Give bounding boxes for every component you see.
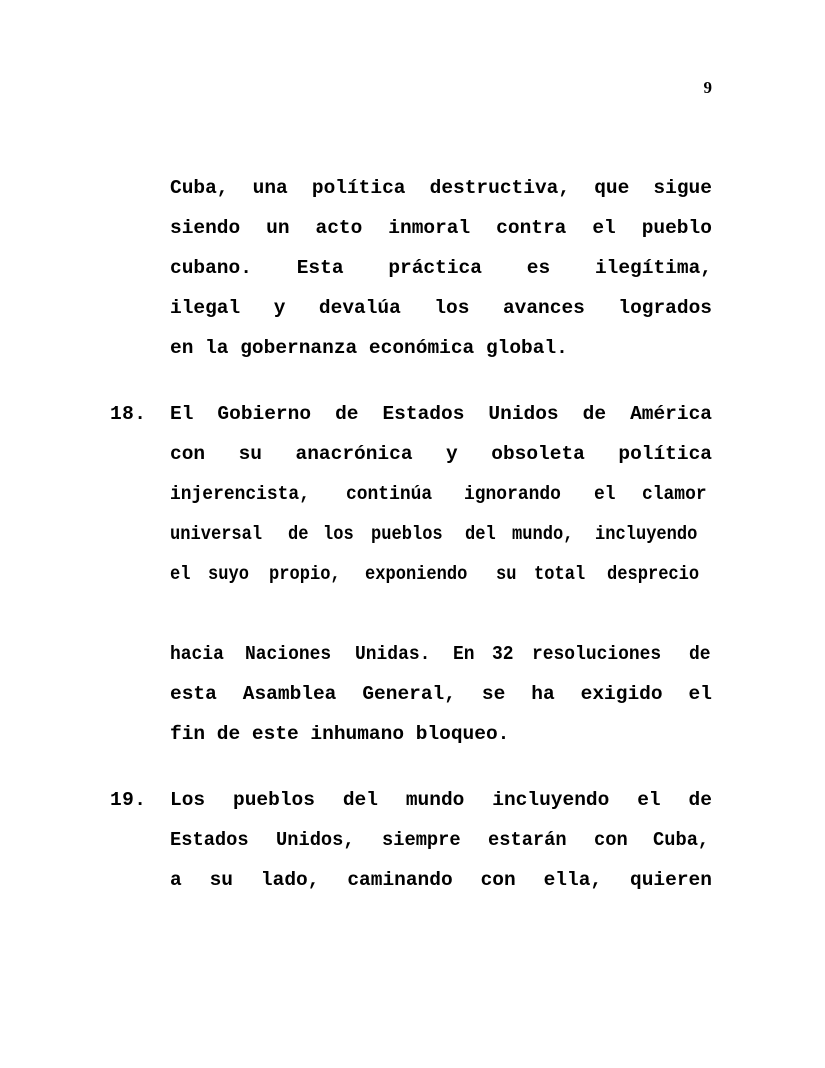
line-word: y	[273, 297, 286, 319]
line-word: América	[630, 403, 712, 425]
line-word: una	[252, 177, 288, 199]
text-line	[170, 168, 712, 208]
line-word: universal	[170, 523, 263, 545]
line-word: Unidos	[488, 403, 559, 425]
line-word: de	[335, 403, 359, 425]
text-line	[170, 780, 712, 820]
document-body	[110, 168, 712, 900]
paragraph-block	[110, 780, 712, 900]
blank-line	[170, 594, 712, 634]
line-word: incluyendo	[492, 789, 610, 811]
line-word: sigue	[653, 177, 712, 199]
line-word: los	[434, 297, 470, 319]
line-word: a	[170, 869, 182, 891]
line-word: incluyendo	[594, 523, 698, 545]
paragraph-lines	[170, 394, 712, 754]
line-word: de	[688, 643, 711, 665]
line-word: con	[480, 869, 516, 891]
line-word: política	[311, 177, 406, 199]
line-word: pueblos	[370, 523, 443, 545]
line-word: resoluciones	[531, 643, 662, 665]
paragraph-lines	[170, 168, 712, 368]
line-word: Asamblea	[242, 683, 337, 705]
line-word: un	[266, 217, 290, 239]
line-word: política	[618, 443, 712, 465]
line-word: pueblo	[641, 217, 712, 239]
text-line	[170, 434, 712, 474]
paragraph-number: 18.	[110, 403, 147, 425]
line-word: devalúa	[318, 297, 401, 319]
line-word: General,	[362, 683, 456, 705]
line-word: de	[688, 789, 712, 811]
line-word: anacrónica	[295, 443, 413, 465]
line-word: inmoral	[388, 217, 471, 239]
line-word: destructiva,	[429, 177, 571, 199]
paragraph-lines	[170, 780, 712, 900]
text-line	[170, 674, 712, 714]
line-word: con	[170, 443, 206, 465]
line-word: con	[594, 829, 628, 851]
line-word: es	[526, 257, 551, 279]
line-word: su	[496, 563, 517, 585]
line-word: Los	[170, 789, 206, 811]
line-word: el	[637, 789, 661, 811]
text-line	[170, 820, 712, 860]
line-word: ella,	[543, 869, 603, 891]
line-word: Gobierno	[217, 403, 312, 425]
text-line	[170, 554, 712, 594]
line-word: su	[209, 869, 234, 891]
line-word: del	[465, 523, 496, 545]
text-line	[170, 634, 712, 674]
line-word: siendo	[170, 217, 241, 239]
line-word: lado,	[260, 869, 320, 891]
line-word: pueblos	[233, 789, 315, 811]
line-word: Cuba,	[653, 829, 710, 851]
line-word: su	[238, 443, 263, 465]
line-word: siempre	[382, 829, 461, 851]
line-word: caminando	[347, 869, 453, 891]
line-word: práctica	[388, 257, 482, 279]
line-word: el	[592, 217, 616, 239]
line-word: estarán	[488, 829, 567, 851]
line-word: el	[170, 563, 191, 585]
line-word: quieren	[630, 869, 712, 891]
line-word: propio,	[268, 563, 341, 585]
line-word: En	[452, 643, 475, 665]
text-line	[170, 514, 712, 554]
line-word: cubano.	[170, 257, 252, 279]
page-number: 9	[703, 78, 712, 97]
line-word: y	[446, 443, 458, 465]
line-word: suyo	[207, 563, 249, 585]
line-word: ignorando	[464, 483, 562, 505]
line-word: del	[342, 789, 378, 811]
line-word: 32	[492, 643, 514, 665]
line-word: Cuba,	[170, 177, 229, 199]
line-word: hacia	[170, 643, 224, 665]
line-word: total	[533, 563, 586, 585]
line-word: obsoleta	[491, 443, 585, 465]
line-word: Unidos,	[276, 829, 355, 851]
line-word: El	[170, 403, 194, 425]
text-line	[170, 474, 712, 514]
line-word: mundo,	[512, 523, 574, 545]
line-word: exigido	[580, 683, 663, 705]
line-word: Estados	[170, 829, 249, 851]
text-line	[170, 208, 712, 248]
line-word: continúa	[346, 483, 433, 505]
line-word: contra	[496, 217, 567, 239]
line-word: Estados	[382, 403, 465, 425]
text-line	[170, 860, 712, 900]
line-word: exponiendo	[364, 563, 468, 585]
line-word: mundo	[405, 789, 465, 811]
line-word: el	[688, 683, 712, 705]
line-word: injerencista,	[170, 483, 310, 505]
line-word: acto	[315, 217, 363, 239]
text-line	[170, 248, 712, 288]
line-word: Naciones	[244, 643, 331, 665]
text-line: fin de este inhumano bloqueo.	[170, 723, 510, 745]
line-word: Unidas.	[354, 643, 430, 665]
line-word: que	[594, 177, 630, 199]
line-word: ilegal	[170, 297, 241, 319]
line-word: de	[582, 403, 607, 425]
line-word: logrados	[618, 297, 712, 319]
paragraph-number: 19.	[110, 789, 147, 811]
line-word: de	[287, 523, 309, 545]
line-word: ha	[531, 683, 555, 705]
text-line	[170, 394, 712, 434]
text-line: en la gobernanza económica global.	[170, 337, 568, 359]
line-word: se	[481, 683, 506, 705]
line-word: desprecio	[606, 563, 699, 585]
text-line	[170, 288, 712, 328]
line-word: avances	[502, 297, 585, 319]
paragraph-block	[110, 394, 712, 754]
line-word: esta	[170, 683, 217, 705]
line-word: ilegítima,	[594, 257, 712, 279]
line-word: clamor	[641, 483, 707, 505]
line-word: el	[594, 483, 616, 505]
line-word: los	[323, 523, 355, 545]
line-word: Esta	[296, 257, 344, 279]
paragraph-block	[110, 168, 712, 368]
